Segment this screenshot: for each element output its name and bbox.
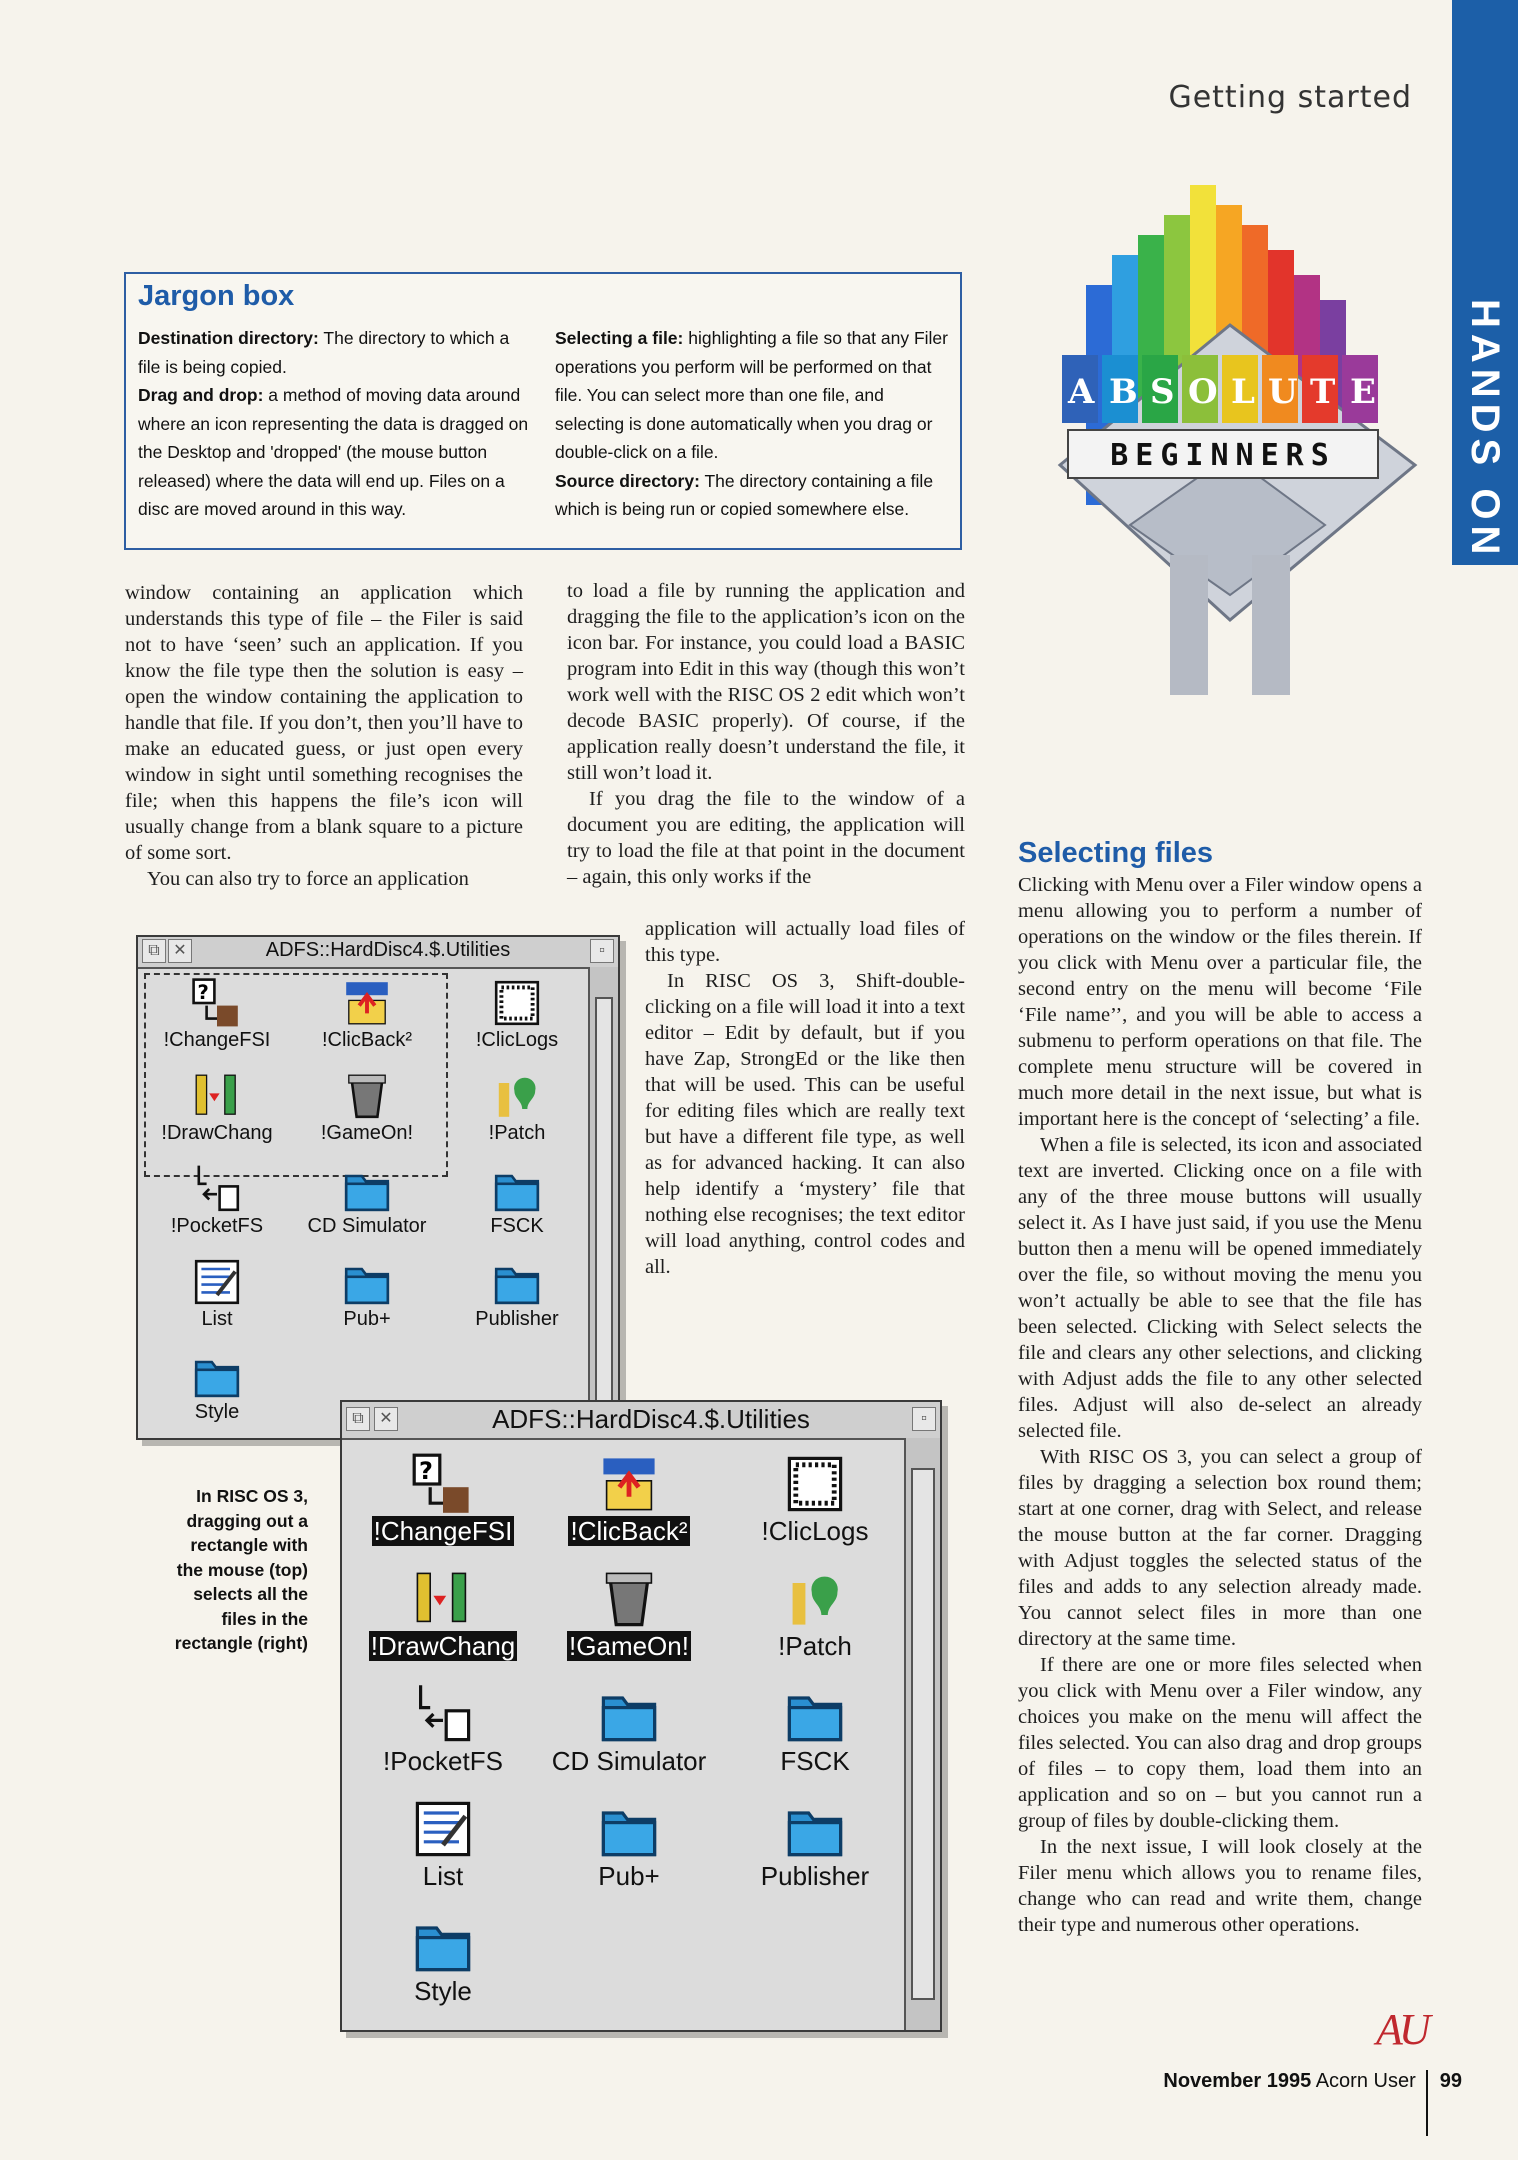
close-icon[interactable]: ✕ — [168, 939, 192, 963]
file-icon-label: !ClicLogs — [475, 1029, 559, 1051]
paragraph: You can also try to force an application — [147, 868, 469, 890]
file-icon[interactable] — [348, 1452, 538, 1547]
file-icon[interactable] — [442, 1070, 592, 1145]
file-icon-image — [348, 1912, 538, 1976]
file-icon-label: !PocketFS — [170, 1215, 264, 1237]
svg-text:L: L — [1231, 372, 1255, 412]
file-icon-label: !Patch — [778, 1631, 852, 1661]
svg-text:O: O — [1188, 372, 1218, 412]
jargon-column-right — [555, 324, 950, 524]
jargon-column-left — [138, 324, 533, 524]
figure-caption: In RISC OS 3, dragging out a rectangle with the mouse (top) selects all the files in the rectangle (right) — [174, 1486, 308, 1653]
file-icon-image — [442, 1163, 592, 1215]
jargon-box — [124, 272, 962, 550]
file-icon[interactable] — [142, 1256, 292, 1331]
jargon-definition: highlighting a file so that any Filer operations you perform will be performed on that file. You can select more than one file, and selecting is done automatically when you drag or double-click on a file. — [555, 328, 948, 462]
section-heading: Selecting files — [1018, 837, 1214, 869]
file-icon[interactable] — [720, 1567, 910, 1662]
file-icon-image — [720, 1567, 910, 1631]
paragraph: If you drag the file to the window of a document you are editing, the application will try to load the file at that point in the document – again, this only works if the — [567, 788, 965, 888]
file-icon-image — [142, 1070, 292, 1122]
file-icon-image — [442, 977, 592, 1029]
file-icon-label: Pub+ — [598, 1861, 660, 1891]
back-icon[interactable]: ⧉ — [142, 939, 166, 963]
back-icon[interactable]: ⧉ — [346, 1407, 370, 1431]
jargon-term: Selecting a file: — [555, 328, 684, 348]
file-icon[interactable] — [442, 977, 592, 1052]
hands-on-tab-label: HANDS ON — [1463, 299, 1507, 561]
file-icon[interactable] — [720, 1797, 910, 1892]
window-title-bar[interactable] — [342, 1402, 940, 1440]
svg-text:B: B — [1109, 372, 1138, 412]
article-column-2-bottom — [645, 916, 965, 1280]
svg-text:S: S — [1150, 372, 1175, 412]
file-icon-image — [292, 1163, 442, 1215]
file-icon-image — [348, 1797, 538, 1861]
filer-window-large — [340, 1400, 942, 2032]
file-icon[interactable] — [292, 977, 442, 1052]
filer-window-small — [136, 935, 620, 1440]
issue-date: November 1995 — [1163, 2070, 1312, 2092]
svg-text:?: ? — [419, 1457, 433, 1486]
page-number: 99 — [1439, 2070, 1462, 2092]
file-icon-label: !DrawChang — [370, 1631, 516, 1661]
file-icon[interactable] — [720, 1452, 910, 1547]
file-icon[interactable] — [442, 1256, 592, 1331]
file-icon-label: List — [201, 1308, 233, 1330]
file-icon-image — [142, 1256, 292, 1308]
absolute-beginners-logo — [1020, 165, 1440, 725]
toggle-size-icon[interactable]: ▫ — [912, 1407, 936, 1431]
file-icon-label: !ClicBack² — [570, 1516, 688, 1546]
paragraph: With RISC OS 3, you can select a group of files by dragging a selection box round them; start at one corner, drag with Select, and release the mouse button at the far corner. Dragging with Adjust toggles the selected status of the files and adds to any selection already made. You cannot select files in more than one directory at the same time. — [1018, 1446, 1422, 1650]
file-icon[interactable] — [292, 1070, 442, 1145]
toggle-size-icon[interactable]: ▫ — [590, 939, 614, 963]
file-icon[interactable] — [534, 1797, 724, 1892]
file-icon[interactable] — [292, 1163, 442, 1238]
jargon-title: Jargon box — [138, 280, 295, 312]
article-column-3 — [1018, 836, 1422, 1938]
jargon-definition: The directory to which a file is being copied. — [138, 328, 510, 377]
file-icon-image — [534, 1567, 724, 1631]
svg-text:?: ? — [197, 981, 209, 1005]
file-icon-image — [442, 1070, 592, 1122]
file-icon[interactable] — [720, 1682, 910, 1777]
jargon-definition: The directory containing a file which is being run or copied somewhere else. — [555, 470, 934, 519]
paragraph: In the next issue, I will look closely at the Filer menu which allows you to rename files, change who can read and write them, change their type and numerous other operations. — [1018, 1836, 1422, 1936]
file-icon-image — [720, 1682, 910, 1746]
file-icon-label: !GameOn! — [569, 1631, 689, 1661]
file-icon-image — [292, 1070, 442, 1122]
jargon-term: Source directory: — [555, 470, 700, 491]
file-icon-label: !ClicLogs — [761, 1516, 869, 1546]
file-icon-label: List — [422, 1861, 464, 1891]
file-icon-image — [142, 1163, 292, 1215]
jargon-term: Drag and drop: — [138, 385, 264, 405]
file-icon-image — [142, 1349, 292, 1401]
file-icon-image — [292, 977, 442, 1029]
file-icon-label: !ChangeFSI — [373, 1516, 513, 1546]
file-icon-label: !ChangeFSI — [163, 1029, 271, 1051]
svg-text:A: A — [1068, 372, 1095, 412]
paragraph: If there are one or more files selected when you click with Menu over a Filer window, any choices you make on the menu will affect the files selected. You can also drag and drop groups of files – to copy them, load them into an application and so on – but you cannot run a group of files by double-clicking them. — [1018, 1654, 1422, 1832]
file-icon-label: FSCK — [490, 1215, 544, 1237]
file-icon[interactable] — [348, 1682, 538, 1777]
vertical-scrollbar[interactable] — [588, 967, 618, 1438]
file-icon-image — [534, 1797, 724, 1861]
file-icon-image — [534, 1682, 724, 1746]
file-icon-image — [348, 1567, 538, 1631]
file-icon-label: !PocketFS — [383, 1746, 503, 1776]
window-title: ADFS::HardDisc4.$.Utilities — [265, 939, 511, 961]
file-icon-image — [720, 1452, 910, 1516]
file-icon-label: Pub+ — [343, 1308, 391, 1330]
file-icon-label: !Patch — [488, 1122, 546, 1144]
file-icon[interactable] — [142, 1349, 292, 1424]
file-icon[interactable] — [348, 1797, 538, 1892]
file-icon-label: CD Simulator — [551, 1746, 707, 1776]
file-icon-label: !DrawChang — [161, 1122, 273, 1144]
file-icon-image — [348, 1682, 538, 1746]
file-icon-image — [348, 1452, 538, 1516]
acorn-user-logo: AU — [1376, 2005, 1427, 2054]
file-icon-image — [720, 1797, 910, 1861]
file-icon-image — [142, 977, 292, 1029]
file-icon[interactable] — [534, 1452, 724, 1547]
file-icon-label: Publisher — [760, 1861, 870, 1891]
paragraph: Clicking with Menu over a Filer window opens a menu allowing you to perform a number of operations on the window or the files therein. If you click with Menu over a particular file, the second entry on the menu will become ‘File ‘File name’’, and you will be able to access a submenu to perform operations on that file. The complete menu structure will be covered in much more detail in the next issue, but what is important here is the concept of ‘selecting’ a file. — [1018, 874, 1422, 1130]
file-icon-label: CD Simulator — [307, 1215, 427, 1237]
file-icon[interactable] — [534, 1682, 724, 1777]
paragraph: to load a file by running the application and dragging the file to the application’s icon on the icon bar. For instance, you could load a BASIC program into Edit in this way (though this won’t work well with the RISC OS 2 edit which won’t decode BASIC properly). Of course, if the application really doesn’t understand the file, it still won’t load it. — [567, 580, 965, 784]
svg-text:E: E — [1350, 372, 1376, 412]
file-icon-label: FSCK — [780, 1746, 850, 1776]
file-icon-label: Style — [414, 1976, 472, 2006]
article-column-2-top — [567, 578, 965, 890]
paragraph: window containing an application which understands this type of file – the Filer is said not to have ‘seen’ such an application. If you know the file type then the solution is easy – open the window containing the application to handle that file. If you don’t, then you’ll have to make an educated guess, or just open every window in sight until something recognises the file; when this happens the file’s icon will usually change from a blank square to a picture of some sort. — [125, 582, 523, 864]
file-icon[interactable] — [348, 1912, 538, 2007]
file-icon-label: !ClicBack² — [321, 1029, 412, 1051]
file-icon[interactable] — [534, 1567, 724, 1662]
svg-text:T: T — [1310, 372, 1336, 412]
file-icon-image — [292, 1256, 442, 1308]
jargon-term: Destination directory: — [138, 328, 319, 348]
paragraph: application will actually load files of this type. — [645, 918, 965, 966]
file-icon-label: Style — [194, 1401, 240, 1423]
file-icon-label: Publisher — [475, 1308, 559, 1330]
article-column-1 — [125, 580, 523, 892]
file-icon[interactable] — [292, 1256, 442, 1331]
file-icon[interactable] — [142, 977, 292, 1052]
file-icon[interactable] — [142, 1163, 292, 1238]
window-title: ADFS::HardDisc4.$.Utilities — [492, 1404, 810, 1434]
file-icon[interactable] — [348, 1567, 538, 1662]
window-title-bar[interactable] — [138, 937, 618, 969]
close-icon[interactable]: ✕ — [374, 1407, 398, 1431]
section-title: Getting started — [1168, 80, 1412, 115]
jargon-definition: a method of moving data around where an icon representing the data is dragged on the Desktop and 'dropped' (the mouse button released) where the data will end up. Files on a disc are moved around in this way. — [138, 385, 529, 519]
svg-text:U: U — [1268, 372, 1298, 412]
file-icon-image — [534, 1452, 724, 1516]
file-icon[interactable] — [442, 1163, 592, 1238]
magazine-name: Acorn User — [1315, 2070, 1416, 2092]
svg-text:BEGINNERS: BEGINNERS — [1110, 438, 1336, 473]
file-icon-label: !GameOn! — [320, 1122, 414, 1144]
paragraph: In RISC OS 3, Shift-double-clicking on a file will load it into a text editor – Edit by default, but if you have Zap, StrongEd or the like then that will be used. This can be useful for editing files which are really text but have a different file type, as well as for advanced hacking. It can also help identify a ‘mystery’ file that nothing else recognises; the text editor will load anything, control codes and all. — [645, 970, 965, 1278]
file-icon[interactable] — [142, 1070, 292, 1145]
paragraph: When a file is selected, its icon and associated text are inverted. Clicking once on a file with any of the three mouse buttons will usually select it. As I have just said, if you use the Menu button then a menu will be opened immediately over the file, so without moving the menu you won’t actually be able to see that the file has been selected. Clicking with Select selects the file and clears any other selections, and clicking with Adjust adds the file to any other selected files. Adjust will also de-select an already selected file. — [1018, 1134, 1422, 1442]
file-icon-image — [442, 1256, 592, 1308]
page-footer — [1163, 2070, 1462, 2136]
